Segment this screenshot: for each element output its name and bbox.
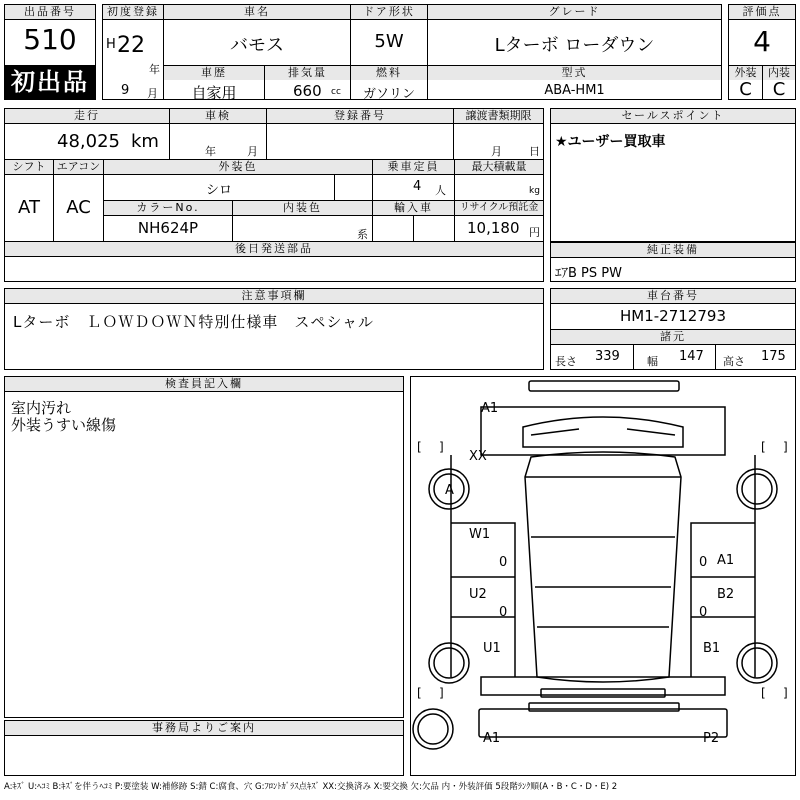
svg-text:[: [ — [417, 440, 422, 454]
width-label: 幅 — [647, 355, 658, 368]
first-reg-label: 初度登録 — [103, 5, 163, 19]
svg-text:]: ] — [439, 686, 444, 700]
first-reg-month: 9 — [121, 83, 130, 98]
inspector-box — [4, 376, 404, 718]
damage-mark-left-front-wheel: A — [445, 483, 454, 498]
chassis-box — [550, 288, 796, 370]
sales-point-label: セールスポイント — [551, 109, 795, 123]
int-grade-value: C — [772, 79, 786, 100]
damage-mark-hood: XX — [469, 449, 487, 464]
grade-label: グレード — [428, 5, 721, 19]
svg-text:[: [ — [761, 440, 766, 454]
chassis-number: HM1-2712793 — [620, 307, 726, 325]
office-label: 事務局よりご案内 — [5, 721, 403, 735]
svg-text:[: [ — [761, 686, 766, 700]
sales-point-box — [550, 108, 796, 242]
svg-text:]: ] — [783, 686, 788, 700]
details-box — [4, 108, 544, 282]
inspection-year-unit: 年 — [205, 145, 216, 158]
car-diagram — [410, 376, 796, 776]
damage-mark-front-bumper: A1 — [481, 401, 499, 416]
score-label: 評価点 — [729, 5, 795, 19]
vehicle-header-box — [102, 4, 722, 100]
transfer-month-unit: 月 — [491, 145, 502, 158]
door-value: 5W — [374, 31, 404, 52]
damage-mark-left-front-door: W1 — [469, 527, 491, 542]
damage-mark-right-front-door: A1 — [717, 553, 735, 568]
ac-value: AC — [66, 197, 91, 218]
score-box — [728, 4, 796, 100]
recycle-label: リサイクル預託金 — [455, 201, 543, 215]
damage-mark-rear-left: A1 — [483, 731, 501, 746]
equipment-box — [550, 242, 796, 282]
office-box — [4, 720, 404, 776]
car-name-label: 車名 — [164, 5, 350, 19]
mileage-unit: km — [131, 131, 159, 152]
first-reg-year: 22 — [117, 33, 145, 58]
ac-label: エアコン — [54, 160, 103, 174]
damage-mark-left-rear-quarter: U1 — [483, 641, 501, 656]
zero-right-rear: 0 — [699, 605, 708, 620]
shift-value: AT — [18, 197, 40, 218]
ext-grade-value: C — [739, 79, 752, 100]
height-value: 175 — [761, 349, 786, 364]
int-grade-label: 内装 — [763, 66, 795, 80]
max-load-unit: kg — [529, 186, 540, 196]
year-unit: 年 — [149, 63, 160, 76]
lot-number: 510 — [23, 23, 77, 56]
equipment-label: 純正装備 — [551, 243, 795, 257]
zero-right-front: 0 — [699, 555, 708, 570]
chassis-label: 車台番号 — [551, 289, 795, 303]
model-value: ABA-HM1 — [544, 83, 605, 98]
inspector-line-2: 外装うすい線傷 — [11, 416, 117, 434]
length-label: 長さ — [555, 355, 577, 368]
svg-text:]: ] — [439, 440, 444, 454]
inspector-label: 検査員記入欄 — [5, 377, 403, 391]
inspector-line-1: 室内汚れ — [11, 399, 72, 417]
capacity-unit: 人 — [435, 184, 446, 197]
mileage-value: 48,025 — [57, 131, 120, 152]
int-color-unit: 系 — [357, 228, 368, 241]
equipment-text: ｴｱB PS PW — [555, 266, 622, 281]
capacity-value: 4 — [413, 179, 422, 194]
displacement-value: 660 — [293, 82, 322, 100]
inspection-month-unit: 月 — [247, 145, 258, 158]
history-value: 自家用 — [191, 84, 237, 102]
notes-label: 注意事項欄 — [5, 289, 543, 303]
svg-text:[: [ — [417, 686, 422, 700]
ext-grade-label: 外装 — [729, 66, 762, 80]
fuel-value: ガソリン — [362, 87, 415, 102]
lot-box — [4, 4, 96, 100]
transfer-day-unit: 日 — [529, 145, 540, 158]
car-name-value: バモス — [230, 35, 284, 56]
month-unit: 月 — [147, 87, 158, 100]
color-no-value: NH624P — [137, 219, 199, 237]
notes-text: Lターボ ＬＯＷＤＯＷＮ特別仕様車 スペシャル — [13, 313, 375, 331]
notes-box — [4, 288, 544, 370]
length-value: 339 — [595, 349, 620, 364]
era-prefix: H — [106, 37, 116, 52]
sales-point-text: ★ユーザー買取車 — [555, 134, 666, 150]
width-value: 147 — [679, 349, 704, 364]
capacity-label: 乗車定員 — [373, 160, 454, 174]
car-outline-svg — [411, 377, 795, 775]
fuel-label: 燃料 — [351, 66, 427, 80]
recycle-unit: 円 — [529, 226, 540, 239]
recycle-value: 10,180 — [467, 219, 520, 237]
displacement-label: 排気量 — [265, 66, 350, 80]
int-color-label: 内装色 — [233, 201, 372, 215]
door-label: ドア形状 — [351, 5, 427, 19]
damage-mark-rear-right: P2 — [703, 731, 720, 746]
damage-mark-left-rear-door: U2 — [469, 587, 487, 602]
ext-color-label: 外装色 — [104, 160, 372, 174]
reg-no-label: 登録番号 — [267, 109, 453, 123]
transfer-label: 譲渡書類期限 — [454, 109, 543, 123]
first-listing-badge: 初出品 — [5, 65, 95, 99]
lot-label: 出品番号 — [5, 5, 95, 19]
zero-left-rear: 0 — [499, 605, 508, 620]
height-label: 高さ — [723, 355, 745, 368]
damage-mark-right-rear-door: B2 — [717, 587, 735, 602]
ext-color-value: シロ — [205, 183, 232, 198]
displacement-unit: cc — [331, 87, 341, 97]
score-value: 4 — [753, 25, 771, 58]
zero-left-front: 0 — [499, 555, 508, 570]
later-parts-label: 後日発送部品 — [5, 242, 543, 256]
inspection-label: 車検 — [170, 109, 266, 123]
mileage-label: 走行 — [5, 109, 169, 123]
model-label: 型式 — [428, 66, 721, 80]
svg-text:]: ] — [783, 440, 788, 454]
grade-value: Lターボ ローダウン — [494, 35, 655, 56]
history-label: 車歴 — [164, 66, 264, 80]
damage-mark-right-rear-quarter: B1 — [703, 641, 721, 656]
dims-label: 諸元 — [551, 330, 795, 344]
max-load-label: 最大積載量 — [455, 160, 543, 174]
color-no-label: カラーNo. — [104, 201, 232, 215]
import-label: 輸入車 — [373, 201, 454, 215]
shift-label: シフト — [5, 160, 53, 174]
legend-text: A:ｷｽﾞ U:ﾍｺﾐ B:ｷｽﾞを伴うﾍｺﾐ P:要塗装 W:補修跡 S:錆 C:腐食、穴 G:ﾌﾛﾝﾄｶﾞﾗｽ点ｷｽﾞ XX:交換済み X:要交換 欠:欠品 内・外装評価 5段階ﾗﾝｸ順(A・B・C・D・E) 2 — [4, 782, 618, 792]
